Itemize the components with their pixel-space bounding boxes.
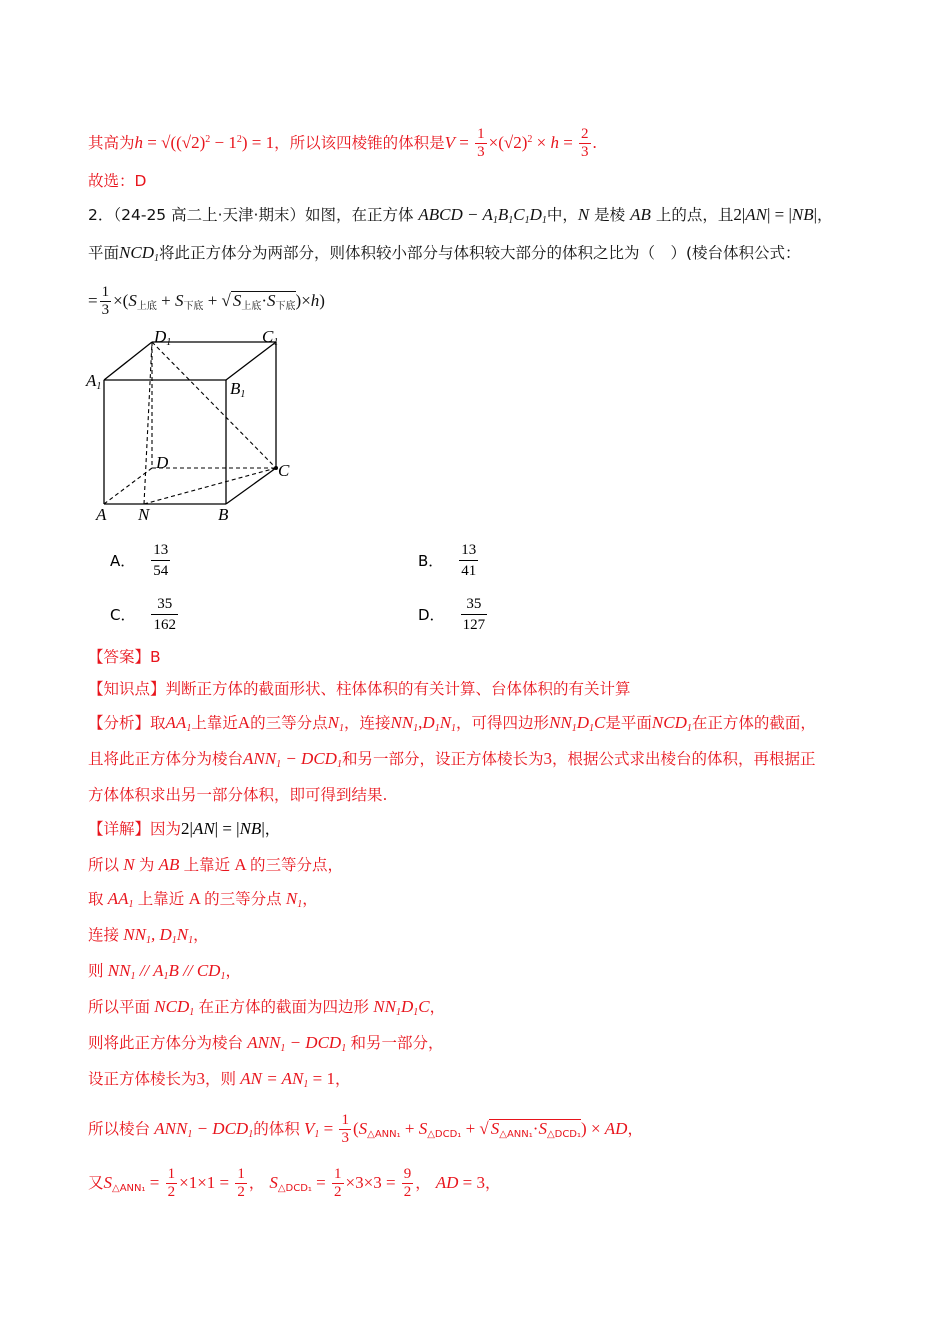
label-C: C bbox=[278, 461, 290, 480]
choose-line: 故选：D bbox=[88, 172, 147, 190]
detail-line4: 连接 $NN_1$, $D_1N_1$， bbox=[88, 925, 209, 946]
question-stem-line2: 平面$NCD_1$将此正方体分为两部分，则体积较小部分与体积较大部分的体积之比为（ ）(棱台体积公式： bbox=[88, 243, 801, 264]
answer-line: 【答案】B bbox=[88, 648, 161, 666]
label-N: N bbox=[138, 505, 150, 524]
question-stem-line1: 2．（24-25 高二上·天津·期末）如图，在正方体 ABCD − $A_1B_1C_1D_1$中，N 是棱 AB 上的点，且2|AN| = |NB|， bbox=[88, 205, 833, 226]
detail-line9: 所以棱台 $ANN_1 - DCD_1$的体积 $V_1$ = $\frac{1}{3}$ ($S_{\triangle ANN_1} + S_{\triangle DCD_1}$ + √ $S_{\triangle ANN_1}\cdot S_{\triangle DCD_1}$) × AD， bbox=[88, 1112, 643, 1146]
option-d[interactable]: D． $\frac{35}{127}$ bbox=[418, 596, 486, 633]
detail-line8: 设正方体棱长为3，则 AN = $AN_1 = 1$， bbox=[88, 1069, 351, 1090]
label-D1: D1 bbox=[154, 327, 172, 348]
label-B: B bbox=[218, 505, 229, 524]
cube-figure bbox=[80, 326, 310, 526]
label-A1: A1 bbox=[86, 371, 102, 392]
option-c[interactable]: C． $\frac{35}{162}$ bbox=[110, 596, 176, 633]
detail-line5: 则 $NN_1 // A_1B // CD_1$， bbox=[88, 961, 241, 982]
detail-line2: 所以 N 为 AB 上靠近 A 的三等分点， bbox=[88, 855, 344, 874]
label-C1: C1 bbox=[262, 327, 279, 348]
detail-line3: 取 $AA_1$ 上靠近 A 的三等分点 $N_1$， bbox=[88, 889, 318, 910]
analysis-line2: 且将此正方体分为棱台$ANN_1 - DCD_1$和另一部分，设正方体棱长为3，根据公式求出棱台的体积，再根据正 bbox=[88, 749, 816, 770]
label-A: A bbox=[96, 505, 107, 524]
analysis-line3: 方体体积求出另一部分体积，即可得到结果. bbox=[88, 786, 388, 804]
detail-line6: 所以平面 $NCD_1$ 在正方体的截面为四边形 $NN_1D_1C$， bbox=[88, 997, 446, 1018]
detail-line1: 【详解】因为2|AN| = |NB|， bbox=[88, 819, 281, 838]
label-B1: B1 bbox=[230, 379, 246, 400]
knowledge-line: 【知识点】判断正方体的截面形状、柱体体积的有关计算、台体体积的有关计算 bbox=[88, 680, 631, 698]
detail-line10: 又$S_{\triangle ANN_1}$ = $\frac{1}{2}$ ×1×1 = $\frac{1}{2}$ ， $S_{\triangle DCD_1}$ = $\frac{1}{2}$ ×3×3 = $\frac{9}{2}$ ， AD = 3， bbox=[88, 1166, 501, 1200]
detail-line7: 则将此正方体分为棱台 $ANN_1 - DCD_1$ 和另一部分， bbox=[88, 1033, 444, 1054]
height-line: 其高为$h = √((√2)^2 - 1^2) = 1$，所以该四棱锥的体积是V = $\frac{1}{3}$ $\times(√2)^2 \times h$ = $\frac{2}{3}$ . bbox=[88, 126, 597, 160]
option-a[interactable]: A． $\frac{13}{54}$ bbox=[110, 542, 169, 579]
label-D: D bbox=[156, 453, 169, 472]
analysis-line1: 【分析】取$AA_1$上靠近A的三等分点$N_1$，连接$NN_1,D_1N_1$，可得四边形$NN_1D_1C$是平面$NCD_1$在正方体的截面， bbox=[88, 713, 816, 734]
option-b[interactable]: B． $\frac{13}{41}$ bbox=[418, 542, 477, 579]
frustum-formula: = $\frac{1}{3}$ $\times(S_{上底} + S_{下底}$ + √ $S_{上底}\cdot S_{下底})\times h$) bbox=[88, 284, 325, 318]
